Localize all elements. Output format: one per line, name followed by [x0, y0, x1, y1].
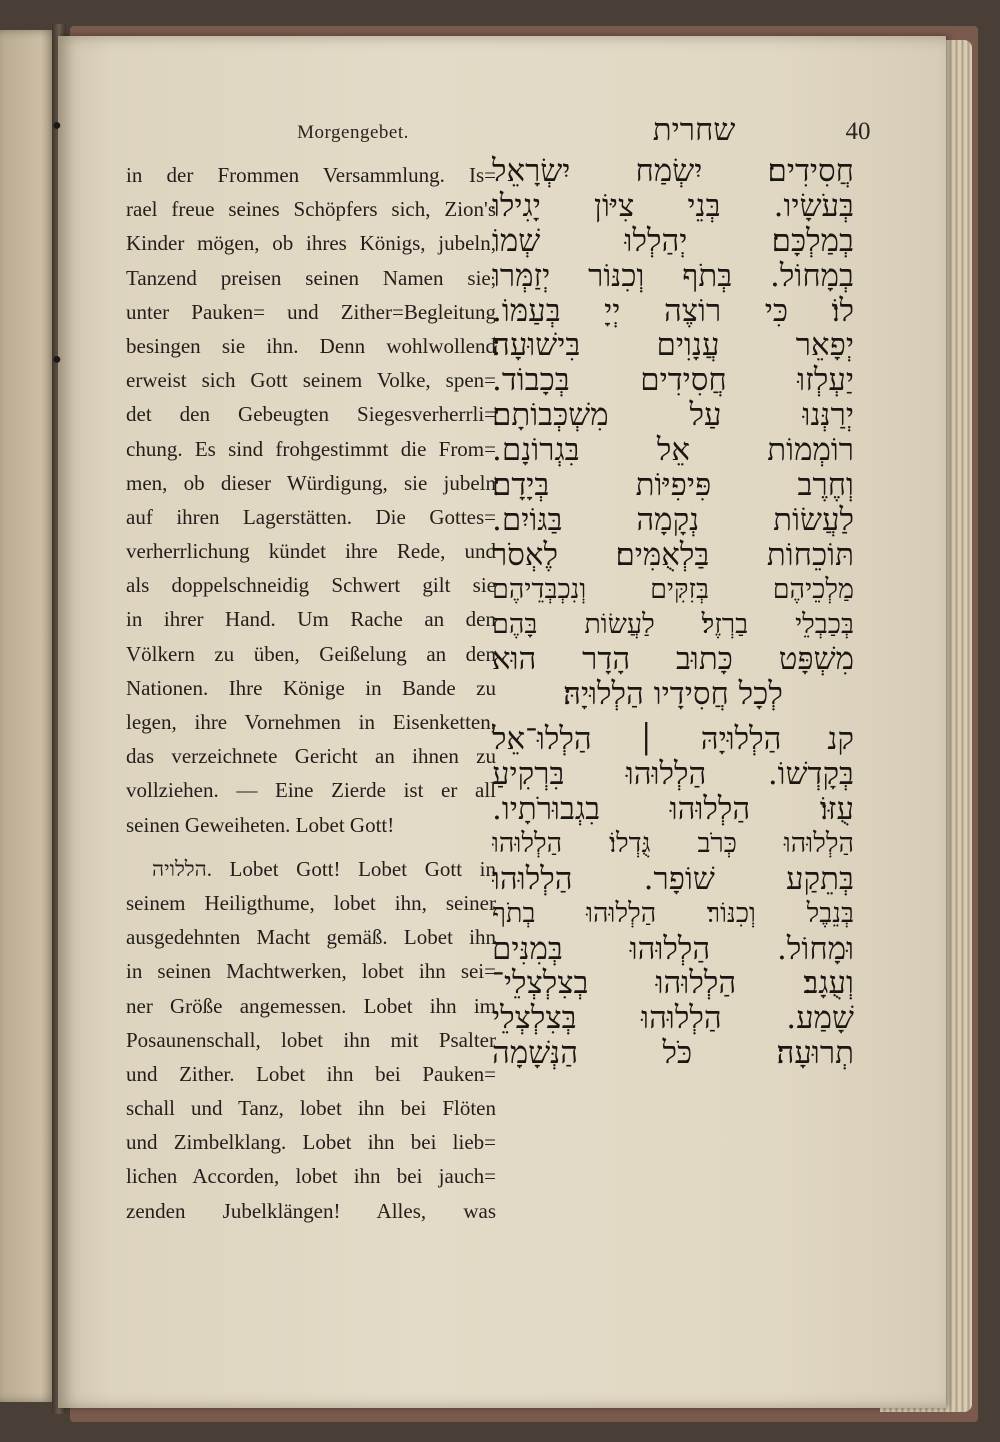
- german-line: rael freue seines Schöpfers sich, Zion's: [126, 197, 496, 222]
- german-line: besingen sie ihn. Denn wohlwollend: [126, 333, 496, 358]
- book-page: [52, 36, 946, 1408]
- german-line: legen, ihre Vornehmen in Eisenketten,: [126, 710, 496, 734]
- german-line: Posaunenschall, lobet ihn mit Psalter: [126, 1027, 496, 1052]
- hebrew-line: וְחֶרֶב פִּיפִיּוֹת בְּיָדָם׃: [492, 468, 854, 503]
- german-line: als doppelschneidig Schwert gilt sie: [126, 573, 496, 598]
- hebrew-line: וּמָחוֹל. הַלְלוּהוּ בְּמִנִּים: [492, 931, 854, 967]
- hebrew-line: חֲסִידִים׃ יִשְׂמַח יִשְׂרָאֵל: [492, 154, 854, 189]
- hebrew-line: בְּקָדְשׁוֹ. הַלְלוּהוּ בִּרְקִיעַ: [492, 757, 854, 793]
- german-line: Tanzend preisen seinen Namen sie,: [126, 265, 496, 290]
- margin-dot: ●: [52, 117, 62, 134]
- german-line: Nationen. Ihre Könige in Bande zu: [126, 675, 496, 700]
- hebrew-line: מִשְׁפָּט כָּתוּב הָדָר הוּא: [492, 642, 854, 678]
- german-line: unter Pauken= und Zither=Begleitung: [126, 299, 496, 324]
- margin-dot: ●: [52, 351, 62, 368]
- german-line: seinem Heiligthume, lobet ihn, seiner: [126, 890, 496, 915]
- hebrew-line: תְרוּעָה׃ כֹּל הַנְּשָׁמָה: [492, 1036, 854, 1072]
- german-running-title: Morgengebet.: [297, 122, 409, 143]
- german-translation-column: [126, 158, 496, 1228]
- hebrew-line: בְמָחוֹל. בְּתֹף וְכִנּוֹר יְזַמְּרוּ: [492, 258, 854, 294]
- hebrew-line: בְּכַבְלֵי בַרְזֶל׃ לַעֲשׂוֹת בָּהֶם: [492, 608, 854, 640]
- german-line: seinen Geweiheten. Lobet Gott!: [126, 812, 395, 837]
- hebrew-line: תּוֹכֵחוֹת בַּלְאֻמִּים׃ לֶאְסֹר: [492, 537, 854, 573]
- german-line: ner Größe angemessen. Lobet ihn im: [126, 993, 496, 1018]
- hebrew-line: יְרַנְּנוּ עַל מִשְׁכְּבוֹתָם׃: [492, 398, 854, 434]
- facing-page: [0, 30, 58, 1402]
- hebrew-line: לְכָל חֲסִידָיו הַלְלוּיָהּ׃: [563, 677, 783, 713]
- german-line: הללויה. Lobet Gott! Lobet Gott in: [152, 856, 496, 881]
- german-line: schall und Tanz, lobet ihn bei Flöten: [126, 1096, 496, 1121]
- german-line: Völkern zu üben, Geißelung an den: [126, 641, 496, 666]
- page-number: 40: [845, 118, 871, 145]
- german-line: zenden Jubelklängen! Alles, was: [126, 1198, 496, 1223]
- german-line: in der Frommen Versammlung. Is=: [126, 163, 496, 187]
- paragraph-gap: [126, 842, 496, 852]
- hebrew-line: וְעֻגָב׃ הַלְלוּהוּ בְצִלְצְלֵי־: [492, 966, 854, 1002]
- german-line: men, ob dieser Würdigung, sie jubeln: [126, 470, 496, 495]
- hebrew-line: מַלְכֵיהֶם בְּזִקִּים וְנִכְבְּדֵיהֶם: [492, 573, 854, 605]
- hebrew-line: שָׁמַע. הַלְלוּהוּ בְּצִלְצְלֵי: [492, 1001, 854, 1037]
- german-line: auf ihren Lagerstätten. Die Gottes=: [126, 504, 496, 529]
- hebrew-line: יַעְלְזוּ חֲסִידִים בְּכָבוֹד.: [492, 363, 854, 399]
- hebrew-text-column: [492, 154, 854, 1071]
- hebrew-line: בְמַלְכָּם׃ יְהַלְלוּ שְׁמוֹ: [492, 223, 854, 259]
- german-line: chung. Es sind frohgestimmt die From=: [126, 436, 496, 461]
- german-line: verherrlichung kündet ihre Rede, und: [126, 539, 496, 564]
- hebrew-line: לוֹ׃ כִּי רוֹצֶה יְיָ בְּעַמּוֹ.: [492, 293, 854, 329]
- german-line: und Zimbelklang. Lobet ihn bei lieb=: [126, 1130, 496, 1155]
- hebrew-line: רוֹמְמוֹת אֵל בִּגְרוֹנָם.: [492, 433, 854, 469]
- german-line: in ihrer Hand. Um Rache an den: [126, 607, 496, 632]
- german-line: und Zither. Lobet ihn bei Pauken=: [126, 1061, 496, 1086]
- hebrew-line: בְּנֵבֶל וְכִנּוֹר׃ הַלְלוּהוּ בְתֹף: [492, 897, 854, 929]
- paragraph-gap: [492, 712, 854, 722]
- german-line: erweist sich Gott seinem Volke, spen=: [126, 368, 496, 393]
- hebrew-line: בְּעֹשָׂיו. בְּנֵי צִיּוֹן יָגִילוּ: [492, 188, 854, 224]
- hebrew-running-title: שחרית: [652, 112, 736, 147]
- german-line: det den Gebeugten Siegesverherrli=: [126, 402, 496, 427]
- hebrew-line: יְפָאֵר עֲנָוִים בִּישׁוּעָה׃: [492, 328, 854, 364]
- german-line: lichen Accorden, lobet ihn bei jauch=: [126, 1164, 496, 1189]
- hebrew-line: עֻזּוֹ׃ הַלְלוּהוּ בִגְבוּרֹתָיו.: [492, 792, 854, 827]
- german-line: vollziehen. — Eine Zierde ist er all: [126, 778, 496, 803]
- german-line: das verzeichnete Gericht an ihnen zu: [126, 744, 496, 769]
- hebrew-line: קנ הַלְלוּיָהּ ׀ הַלְלוּ־אֵל: [492, 722, 854, 758]
- hebrew-line: לַעֲשׂוֹת נְקָמָה בַּגּוֹיִם.: [492, 502, 854, 538]
- german-line: Kinder mögen, ob ihres Königs, jubeln,: [126, 231, 496, 256]
- hebrew-line: הַלְלוּהוּ כְּרֹב גֻּדְלוֹ׃ הַלְלוּהוּ: [492, 827, 854, 859]
- hebrew-line: בְּתֵקַע שׁוֹפָר. הַלְלוּהוּ: [492, 861, 854, 897]
- german-line: ausgedehnten Macht gemäß. Lobet ihn: [126, 925, 496, 950]
- german-line: in seinen Machtwerken, lobet ihn sei=: [126, 959, 496, 984]
